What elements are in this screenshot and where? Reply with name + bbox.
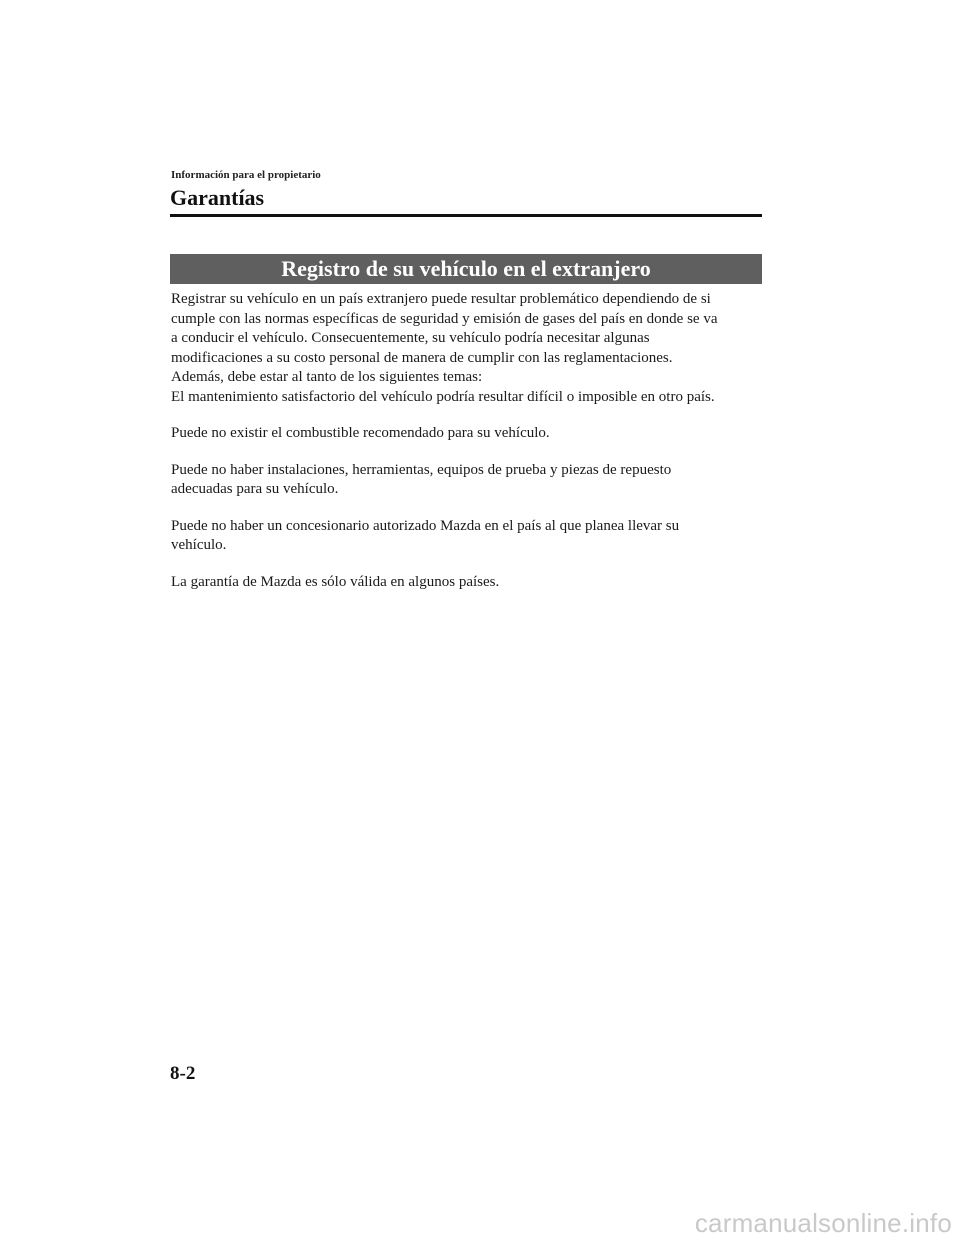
text-line: adecuadas para su vehículo. — [171, 481, 339, 497]
chapter-label: Información para el propietario — [171, 169, 321, 181]
text-line: vehículo. — [171, 537, 227, 553]
section-body — [171, 290, 771, 592]
text-line: La garantía de Mazda es sólo válida en algunos países. — [171, 573, 500, 590]
text-line: cumple con las normas específicas de seguridad y emisión de gases del país en donde se va — [171, 310, 718, 327]
dealer-paragraph — [171, 517, 771, 556]
text-line: Puede no haber un concesionario autorizado Mazda en el país al que planea llevar su — [171, 517, 680, 534]
page-title: Garantías — [170, 185, 265, 210]
text-line: Puede no existir el combustible recomendado para su vehículo. — [171, 425, 550, 441]
fuel-paragraph — [171, 424, 771, 444]
section-heading: Registro de su vehículo en el extranjero — [170, 254, 762, 284]
watermark: carmanualsonline.info — [694, 1208, 952, 1238]
intro-paragraph — [171, 290, 771, 407]
text-line: a conducir el vehículo. Consecuentemente, su vehículo podría necesitar algunas — [171, 330, 650, 346]
text-line: Además, debe estar al tanto de los siguientes temas: — [171, 369, 483, 385]
facilities-paragraph — [171, 461, 771, 500]
text-line: Puede no haber instalaciones, herramientas, equipos de prueba y piezas de repuesto — [171, 461, 672, 478]
text-line: modificaciones a su costo personal de manera de cumplir con las reglamentaciones. — [171, 349, 673, 366]
text-line: Registrar su vehículo en un país extranjero puede resultar problemático dependiendo de si — [171, 291, 711, 307]
page-number: 8-2 — [170, 1063, 196, 1084]
header-divider — [170, 214, 762, 217]
warranty-paragraph — [171, 573, 771, 593]
text-line: El mantenimiento satisfactorio del vehículo podría resultar difícil o imposible en otro país. — [171, 388, 715, 405]
